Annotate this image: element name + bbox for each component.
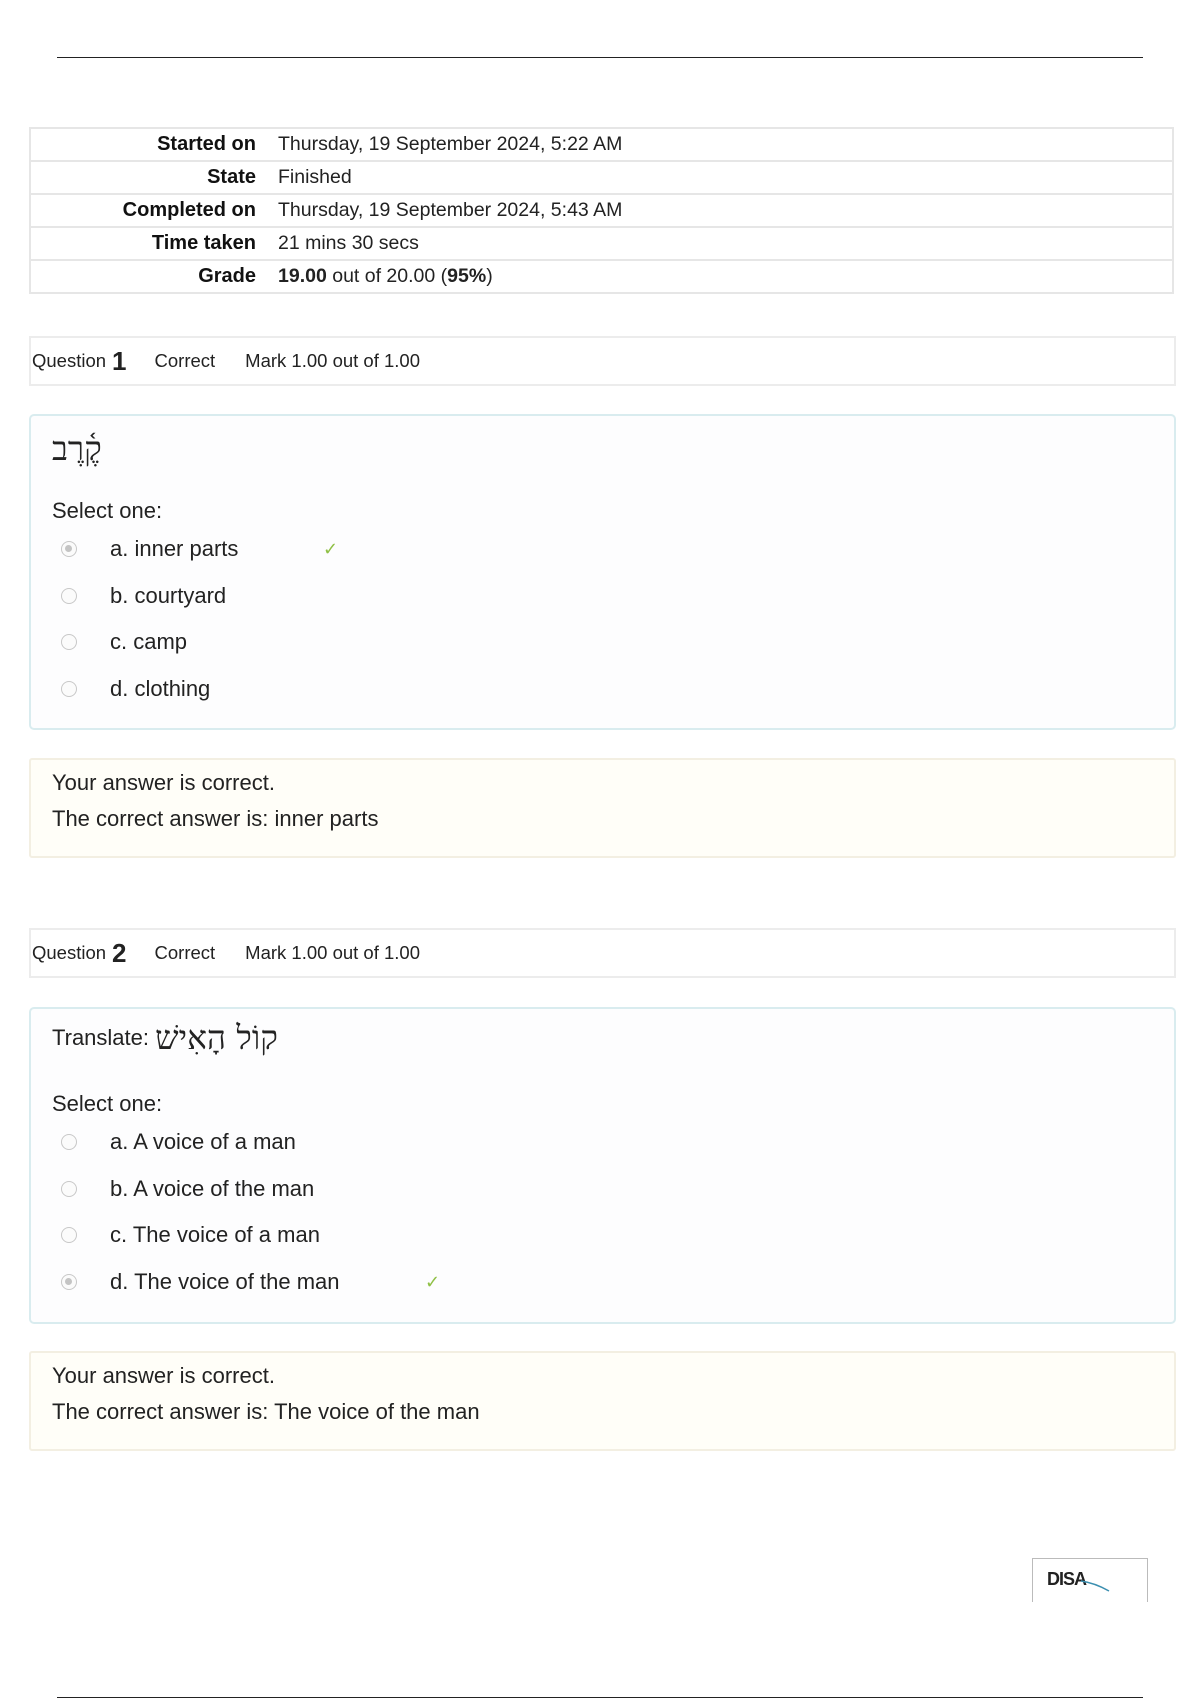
radio-button[interactable]	[61, 634, 77, 650]
check-icon: ✓	[323, 538, 339, 559]
question-number: 1	[112, 345, 127, 376]
top-rule	[57, 57, 1143, 58]
question-2-info	[29, 928, 1176, 978]
summary-row-grade	[30, 260, 1173, 293]
summary-value: 21 mins 30 secs	[278, 227, 1173, 260]
question-state: Correct	[154, 942, 216, 963]
disa-logo	[1032, 1558, 1148, 1602]
radio-button[interactable]	[61, 681, 77, 697]
question-2-feedback	[29, 1351, 1176, 1451]
summary-value: Thursday, 19 September 2024, 5:22 AM	[278, 128, 1173, 161]
answer-option[interactable]	[61, 1220, 320, 1250]
option-label[interactable]: b. A voice of the man	[110, 1176, 315, 1201]
answer-option[interactable]	[61, 1267, 441, 1297]
grade-close: )	[486, 265, 493, 287]
option-label[interactable]: c. camp	[110, 629, 188, 654]
summary-row-started	[30, 128, 1173, 161]
option-label[interactable]: a. inner parts	[110, 536, 239, 561]
feedback-result: Your answer is correct.	[52, 1363, 275, 1388]
question-number: 2	[112, 937, 127, 968]
summary-row-state	[30, 161, 1173, 194]
answer-option[interactable]	[61, 1174, 315, 1204]
radio-button[interactable]	[61, 588, 77, 604]
answer-option[interactable]	[61, 1127, 296, 1157]
select-one-prompt: Select one:	[52, 498, 163, 523]
check-icon: ✓	[425, 1271, 441, 1292]
question-label: Question	[32, 350, 107, 371]
question-mark: Mark 1.00 out of 1.00	[245, 942, 421, 963]
question-1-feedback	[29, 758, 1176, 858]
hebrew-word: קֶ֫רֶב	[52, 429, 102, 469]
question-text	[52, 428, 102, 469]
summary-label: State	[30, 161, 278, 194]
summary-label: Time taken	[30, 227, 278, 260]
answer-option[interactable]	[61, 674, 211, 704]
select-one-prompt: Select one:	[52, 1091, 163, 1116]
feedback-correct-answer: The correct answer is: The voice of the man	[52, 1399, 480, 1424]
radio-button[interactable]	[61, 1134, 77, 1150]
grade-value	[278, 260, 1173, 293]
question-state: Correct	[154, 350, 216, 371]
option-label[interactable]: d. The voice of the man	[110, 1269, 340, 1294]
summary-label: Started on	[30, 128, 278, 161]
summary-label: Completed on	[30, 194, 278, 227]
radio-button[interactable]	[61, 1181, 77, 1197]
summary-value: Thursday, 19 September 2024, 5:43 AM	[278, 194, 1173, 227]
summary-row-completed	[30, 194, 1173, 227]
option-label[interactable]: a. A voice of a man	[110, 1129, 296, 1154]
question-mark: Mark 1.00 out of 1.00	[245, 350, 421, 371]
logo-text: DISA	[1047, 1569, 1087, 1589]
radio-button[interactable]	[61, 1227, 77, 1243]
grade-out-of: out of 20.00 (	[326, 265, 448, 287]
feedback-result: Your answer is correct.	[52, 770, 275, 795]
question-text	[52, 1017, 278, 1058]
summary-row-time-taken	[30, 227, 1173, 260]
disa-logo-icon	[1047, 1565, 1137, 1595]
radio-button[interactable]	[61, 541, 77, 557]
question-label: Question	[32, 942, 107, 963]
option-label[interactable]: c. The voice of a man	[110, 1222, 320, 1247]
option-label[interactable]: d. clothing	[110, 676, 211, 701]
bottom-rule	[57, 1697, 1143, 1698]
summary-label: Grade	[30, 260, 278, 293]
feedback-correct-answer: The correct answer is: inner parts	[52, 806, 379, 831]
answer-option[interactable]	[61, 581, 227, 611]
question-2-content	[29, 1007, 1176, 1324]
hebrew-phrase: קוֹל הָאִישׁ	[155, 1018, 278, 1058]
option-label[interactable]: b. courtyard	[110, 583, 227, 608]
question-1-info	[29, 336, 1176, 386]
question-prefix: Translate:	[52, 1025, 156, 1051]
grade-score: 19.00	[278, 265, 327, 287]
answer-option[interactable]	[61, 534, 339, 564]
attempt-summary-table	[29, 127, 1174, 294]
summary-value: Finished	[278, 161, 1173, 194]
answer-option[interactable]	[61, 627, 188, 657]
grade-percent: 95%	[447, 265, 487, 287]
question-1-content	[29, 414, 1176, 730]
radio-button[interactable]	[61, 1274, 77, 1290]
